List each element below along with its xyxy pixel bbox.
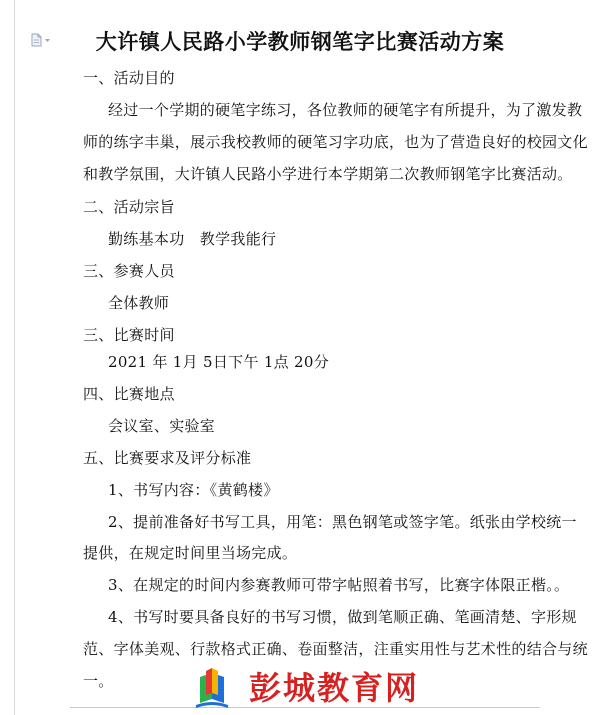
section-heading-aim: 二、活动宗旨 xyxy=(83,198,175,216)
paragraph-line: 一。 xyxy=(83,672,114,690)
left-margin-line xyxy=(14,0,15,715)
paragraph-line: 会议室、实验室 xyxy=(108,417,216,435)
paragraph-line: 勤练基本功 教学我能行 xyxy=(108,230,277,248)
section-heading-requirements: 五、比赛要求及评分标准 xyxy=(83,449,252,467)
paragraph-line: 1、书写内容：《黄鹤楼》 xyxy=(108,481,279,499)
paragraph-line: 提供，在规定时间里当场完成。 xyxy=(83,544,298,562)
paragraph-line: 范、字体美观、行款格式正确、卷面整洁，注重实用性与艺术性的结合与统 xyxy=(83,640,588,658)
paragraph-line: 经过一个学期的硬笔字练习，各位教师的硬笔字有所提升，为了激发教 xyxy=(108,101,583,119)
paragraph-line: 4、书写时要具备良好的书写习惯，做到笔顺正确、笔画清楚、字形规 xyxy=(108,608,577,626)
paragraph-line: 师的练字丰巢，展示我校教师的硬笔习字功底，也为了营造良好的校园文化 xyxy=(83,133,588,151)
watermark-text: 彭城教育网 xyxy=(249,669,420,707)
section-heading-participants: 三、参赛人员 xyxy=(83,262,175,280)
paragraph-line: 和教学氛围，大许镇人民路小学进行本学期第二次教师钢笔字比赛活动。 xyxy=(83,165,573,183)
paragraph-line: 3、在规定的时间内参赛教师可带字帖照着书写，比赛字体限正楷。。 xyxy=(108,576,570,594)
document-title: 大许镇人民路小学教师钢笔字比赛活动方案 xyxy=(95,30,505,54)
paragraph-line: 2、提前准备好书写工具，用笔：黑色钢笔或签字笔。纸张由学校统一 xyxy=(108,513,577,531)
paragraph-line: 2021 年 1月 5日下午 1点 20分 xyxy=(108,353,330,371)
section-heading-purpose: 一、活动目的 xyxy=(83,69,175,87)
section-heading-location: 四、比赛地点 xyxy=(83,385,175,403)
paragraph-line: 全体教师 xyxy=(108,294,170,312)
section-heading-time: 三、比赛时间 xyxy=(83,326,175,344)
